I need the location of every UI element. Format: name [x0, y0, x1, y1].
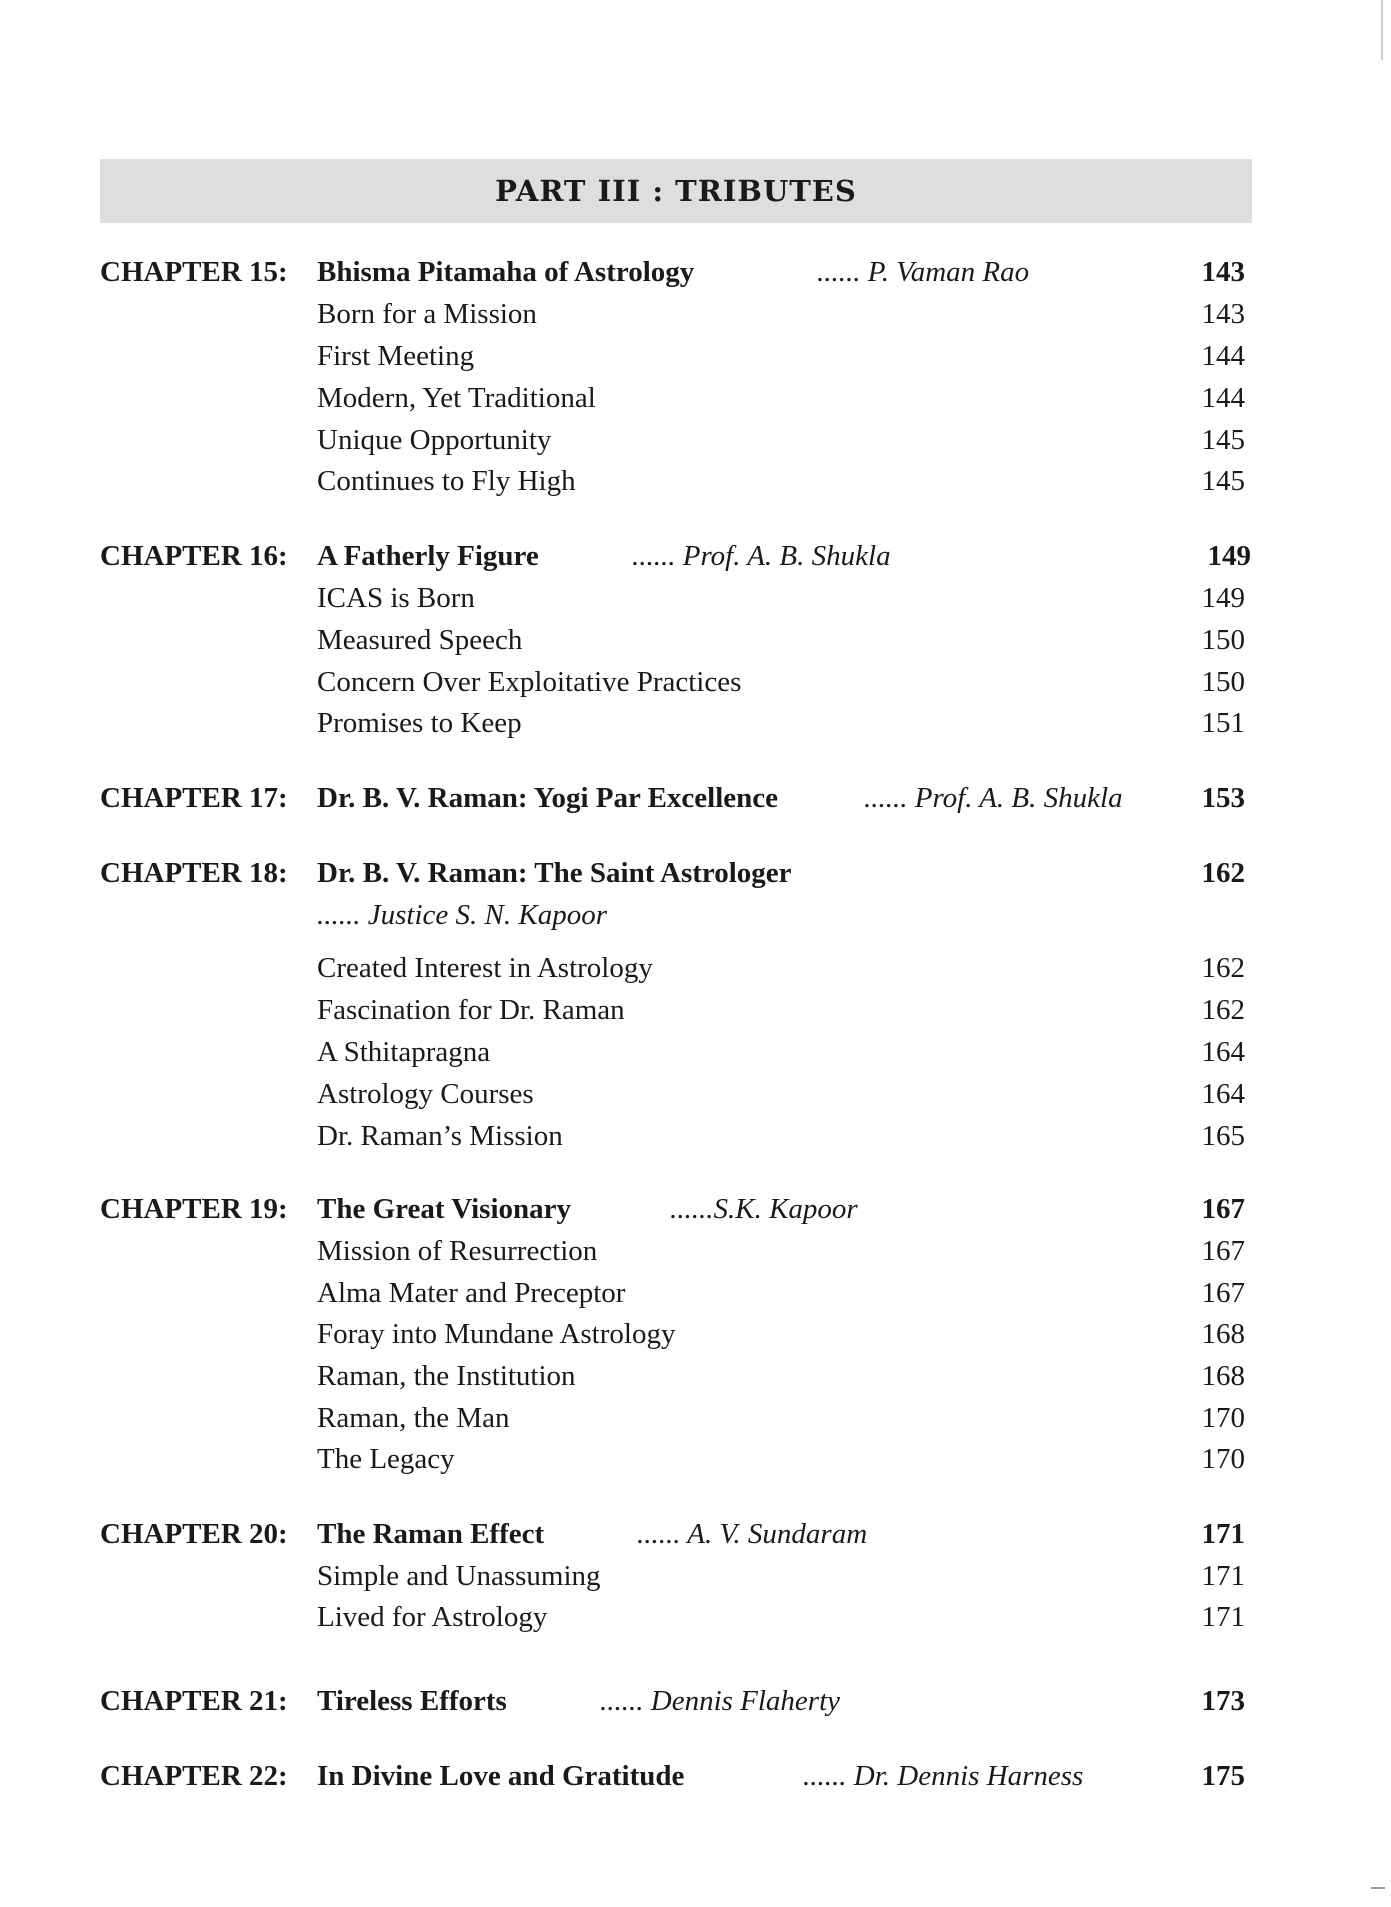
chapter-page: 167	[1201, 1193, 1245, 1225]
part-heading: PART III : TRIBUTES	[100, 159, 1252, 223]
section-row[interactable]	[0, 1360, 1391, 1402]
section-title[interactable]: Created Interest in Astrology	[317, 952, 653, 984]
section-row[interactable]	[0, 424, 1391, 466]
chapter-author: ...... Dr. Dennis Harness	[803, 1760, 1084, 1792]
chapter-row[interactable]	[0, 256, 1391, 298]
chapter-title[interactable]: The Great Visionary	[317, 1193, 572, 1225]
section-page: 171	[1201, 1601, 1245, 1633]
chapter-page: 153	[1201, 782, 1245, 814]
chapter-page: 173	[1201, 1685, 1245, 1717]
section-row[interactable]	[0, 1443, 1391, 1485]
chapter-label: CHAPTER 17:	[100, 782, 288, 814]
section-title[interactable]: Alma Mater and Preceptor	[317, 1277, 626, 1309]
chapter-row[interactable]	[0, 1193, 1391, 1235]
section-page: 162	[1201, 994, 1245, 1026]
section-row[interactable]	[0, 1601, 1391, 1643]
chapter-row[interactable]	[0, 540, 1391, 582]
section-row[interactable]	[0, 1078, 1391, 1120]
chapter-title[interactable]: The Raman Effect	[317, 1518, 545, 1550]
section-row[interactable]	[0, 298, 1391, 340]
chapter-author: ...... Prof. A. B. Shukla	[864, 782, 1123, 814]
section-title[interactable]: Dr. Raman’s Mission	[317, 1120, 563, 1152]
section-title[interactable]: Lived for Astrology	[317, 1601, 548, 1633]
chapter-page: 162	[1201, 857, 1245, 889]
section-row[interactable]	[0, 1560, 1391, 1602]
section-page: 164	[1201, 1078, 1245, 1110]
section-page: 164	[1201, 1036, 1245, 1068]
section-row[interactable]	[0, 1402, 1391, 1444]
section-page: 168	[1201, 1318, 1245, 1350]
chapter-author: ......S.K. Kapoor	[670, 1193, 858, 1225]
chapter-author: ...... Prof. A. B. Shukla	[632, 540, 891, 572]
chapter-title[interactable]: Tireless Efforts	[317, 1685, 507, 1717]
chapter-author: ...... Dennis Flaherty	[600, 1685, 841, 1717]
section-title[interactable]: Fascination for Dr. Raman	[317, 994, 625, 1026]
chapter-row[interactable]	[0, 1518, 1391, 1560]
section-row[interactable]	[0, 582, 1391, 624]
section-title[interactable]: ICAS is Born	[317, 582, 475, 614]
section-page: 151	[1201, 707, 1245, 739]
chapter-row[interactable]	[0, 857, 1391, 899]
chapter-page: 175	[1201, 1760, 1245, 1792]
section-row[interactable]	[0, 1277, 1391, 1319]
section-row[interactable]	[0, 1235, 1391, 1277]
section-title[interactable]: Mission of Resurrection	[317, 1235, 598, 1267]
section-title[interactable]: Raman, the Institution	[317, 1360, 576, 1392]
chapter-title[interactable]: Dr. B. V. Raman: Yogi Par Excellence	[317, 782, 779, 814]
chapter-label: CHAPTER 16:	[100, 540, 288, 572]
chapter-author: ...... Justice S. N. Kapoor	[317, 899, 607, 931]
section-page: 167	[1201, 1277, 1245, 1309]
section-row[interactable]	[0, 624, 1391, 666]
chapter-page: 149	[1207, 540, 1251, 572]
section-title[interactable]: Concern Over Exploitative Practices	[317, 666, 742, 698]
section-row[interactable]	[0, 994, 1391, 1036]
section-title[interactable]: Foray into Mundane Astrology	[317, 1318, 676, 1350]
chapter-page: 171	[1201, 1518, 1245, 1550]
section-page: 171	[1201, 1560, 1245, 1592]
section-page: 162	[1201, 952, 1245, 984]
section-row[interactable]	[0, 1318, 1391, 1360]
section-title[interactable]: Astrology Courses	[317, 1078, 534, 1110]
chapter-label: CHAPTER 22:	[100, 1760, 288, 1792]
page-edge-mark	[1381, 0, 1383, 60]
section-page: 150	[1201, 624, 1245, 656]
section-page: 150	[1201, 666, 1245, 698]
chapter-author-row	[0, 899, 1391, 941]
section-title[interactable]: Simple and Unassuming	[317, 1560, 601, 1592]
section-page: 145	[1201, 465, 1245, 497]
chapter-title[interactable]: Bhisma Pitamaha of Astrology	[317, 256, 695, 288]
section-page: 170	[1201, 1402, 1245, 1434]
chapter-label: CHAPTER 19:	[100, 1193, 288, 1225]
section-title[interactable]: Measured Speech	[317, 624, 523, 656]
section-title[interactable]: Promises to Keep	[317, 707, 522, 739]
section-page: 143	[1201, 298, 1245, 330]
section-page: 167	[1201, 1235, 1245, 1267]
chapter-row[interactable]	[0, 1685, 1391, 1727]
section-title[interactable]: Born for a Mission	[317, 298, 537, 330]
page-edge-mark	[1371, 1887, 1385, 1889]
section-row[interactable]	[0, 1036, 1391, 1078]
chapter-label: CHAPTER 21:	[100, 1685, 288, 1717]
section-row[interactable]	[0, 666, 1391, 708]
section-page: 145	[1201, 424, 1245, 456]
section-title[interactable]: Modern, Yet Traditional	[317, 382, 596, 414]
section-title[interactable]: Unique Opportunity	[317, 424, 552, 456]
chapter-author: ...... P. Vaman Rao	[817, 256, 1030, 288]
section-row[interactable]	[0, 952, 1391, 994]
section-title[interactable]: A Sthitapragna	[317, 1036, 491, 1068]
section-title[interactable]: Continues to Fly High	[317, 465, 576, 497]
chapter-title[interactable]: Dr. B. V. Raman: The Saint Astrologer	[317, 857, 792, 889]
section-title[interactable]: The Legacy	[317, 1443, 455, 1475]
section-page: 170	[1201, 1443, 1245, 1475]
chapter-author: ...... A. V. Sundaram	[637, 1518, 868, 1550]
chapter-row[interactable]	[0, 782, 1391, 824]
chapter-label: CHAPTER 18:	[100, 857, 288, 889]
section-row[interactable]	[0, 340, 1391, 382]
section-title[interactable]: First Meeting	[317, 340, 475, 372]
chapter-title[interactable]: In Divine Love and Gratitude	[317, 1760, 685, 1792]
section-row[interactable]	[0, 707, 1391, 749]
section-title[interactable]: Raman, the Man	[317, 1402, 510, 1434]
section-row[interactable]	[0, 465, 1391, 507]
section-row[interactable]	[0, 382, 1391, 424]
section-page: 144	[1201, 340, 1245, 372]
section-row[interactable]	[0, 1120, 1391, 1162]
chapter-label: CHAPTER 20:	[100, 1518, 288, 1550]
section-page: 165	[1201, 1120, 1245, 1152]
chapter-title[interactable]: A Fatherly Figure	[317, 540, 539, 572]
chapter-page: 143	[1201, 256, 1245, 288]
section-page: 168	[1201, 1360, 1245, 1392]
chapter-label: CHAPTER 15:	[100, 256, 288, 288]
section-page: 149	[1201, 582, 1245, 614]
section-page: 144	[1201, 382, 1245, 414]
chapter-row[interactable]	[0, 1760, 1391, 1802]
